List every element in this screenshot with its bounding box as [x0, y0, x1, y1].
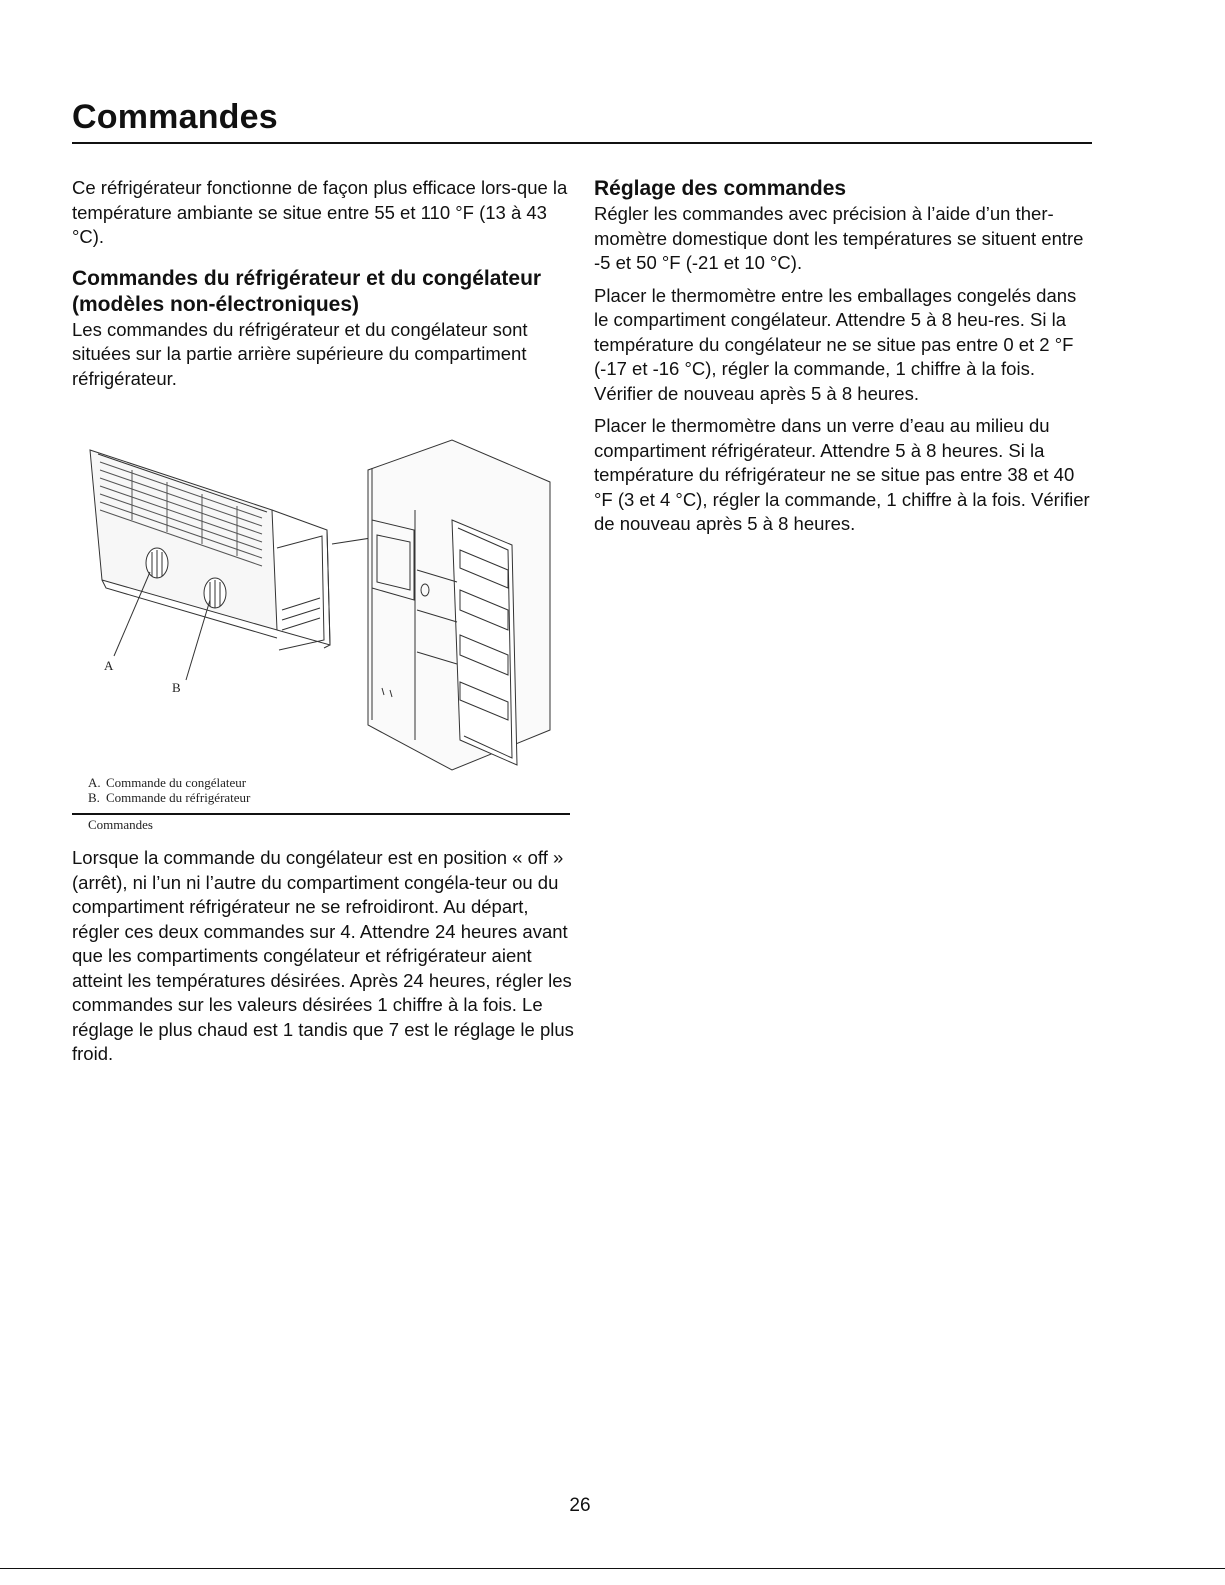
section-heading-adjustment: Réglage des commandes [594, 177, 847, 200]
title-rule [72, 142, 1092, 144]
right-column [594, 176, 1094, 545]
section-heading-controls: Commandes du réfrigérateur et du congélateur (modèles non-électroniques) [72, 266, 542, 316]
adjustment-paragraph-3: Placer le thermomètre dans un verre d’eau au milieu du compartiment réfrigérateur. Attendre 5 à 8 heures. Si la température du réfrigérateur ne se situe pas entre 38 et 40 °F (3 et 4 °C), régler la commande, 1 chiffre à la fois. Vérifier de nouveau après 5 à 8 heures. [594, 415, 1090, 534]
intro-paragraph: Ce réfrigérateur fonctionne de façon plus efficace lors-que la température ambiante se situe entre 55 et 110 °F (13 à 43 °C). [72, 177, 568, 247]
legend-text-b: Commande du réfrigérateur [106, 789, 251, 805]
legend-key-b: B. [88, 789, 100, 805]
legend-text-a: Commande du congélateur [106, 775, 247, 790]
adjustment-paragraph-1: Régler les commandes avec précision à l’aide d’un ther-momètre domestique dont les températures se situent entre -5 et 50 °F (-21 et 10 °C). [594, 203, 1084, 273]
page-title: Commandes [72, 98, 278, 136]
operation-paragraph: Lorsque la commande du congélateur est en position « off » (arrêt), ni l’un ni l’autre du compartiment congéla-teur ou du compartiment réfrigérateur ne se refroidiront. Au départ, régler ces deux commandes sur 4. Attendre 24 heures avant que les compartiments congélateur et réfrigérateur aient atteint les températures désirées. Après 24 heures, régler les commandes sur les valeurs désirées 1 chiffre à la fois. Le réglage le plus chaud est 1 tandis que 7 est le réglage le plus froid. [72, 847, 574, 1064]
label-b: B [172, 680, 181, 695]
adjustment-paragraph-2: Placer le thermomètre entre les emballages congelés dans le compartiment congélateur. Attendre 5 à 8 heu-res. Si la température du congélateur ne se situe pas entre 0 et 2 °F (-17 et -16 °C), régler la commande, 1 chiffre à la fois. Vérifier de nouveau après 5 à 8 heures. [594, 284, 1077, 404]
page-number: 26 [569, 1495, 591, 1516]
controls-location-paragraph: Les commandes du réfrigérateur et du congélateur sont situées sur la partie arrière supérieure du compartiment réfrigérateur. [72, 318, 528, 389]
controls-figure [72, 420, 572, 772]
legend-key-a: A. [88, 775, 101, 790]
refrigerator-controls-illustration [72, 420, 572, 772]
figure-caption-title: Commandes [88, 817, 153, 832]
caption-rule [72, 813, 570, 815]
legend-item-a [88, 776, 250, 791]
legend-item-b [88, 791, 250, 806]
footer-rule [0, 1568, 1225, 1569]
figure-legend [88, 776, 250, 805]
label-a: A [104, 658, 114, 673]
left-column [72, 176, 572, 399]
